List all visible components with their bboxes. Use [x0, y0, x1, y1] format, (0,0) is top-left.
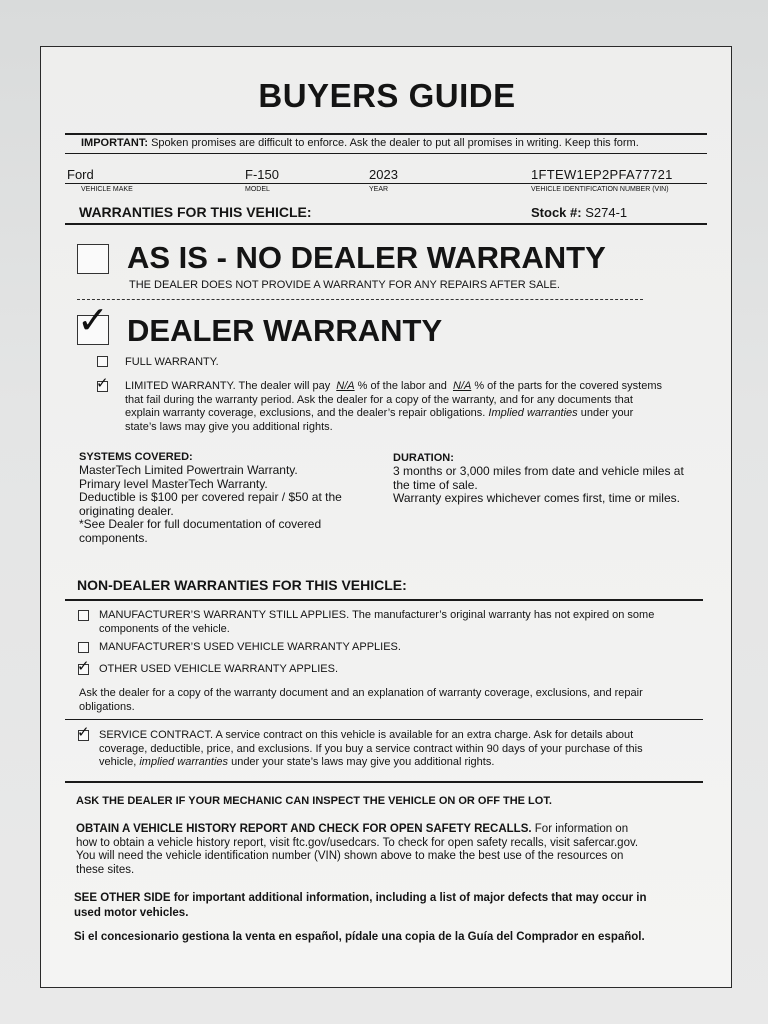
as-is-title: AS IS - NO DEALER WARRANTY [127, 240, 606, 275]
checkmark-icon: ✓ [77, 298, 109, 342]
history-lead: OBTAIN A VEHICLE HISTORY REPORT AND CHECK FOR OPEN SAFETY RECALLS. [76, 823, 532, 835]
limited-text-3: % of the parts for the covered systems [474, 380, 663, 392]
systems-covered-heading: SYSTEMS COVERED: [79, 451, 193, 463]
other-side-notice [74, 891, 647, 921]
limited-text-2: % of the labor and [357, 380, 447, 392]
important-notice [81, 137, 639, 151]
full-warranty-label: FULL WARRANTY. [125, 356, 219, 368]
labor-percent: N/A [336, 380, 355, 392]
systems-line: Primary level MasterTech Warranty. [79, 476, 268, 491]
buyers-guide-form [40, 46, 732, 988]
limited-text-1: The dealer will pay [238, 380, 331, 392]
non-dealer-rule [65, 599, 703, 601]
important-rule [65, 153, 707, 154]
as-is-subtitle: THE DEALER DOES NOT PROVIDE A WARRANTY FOR ANY REPAIRS AFTER SALE. [129, 279, 560, 291]
other-used-warranty-label: OTHER USED VEHICLE WARRANTY APPLIES. [99, 663, 339, 675]
checkmark-icon: ✓ [96, 374, 109, 392]
vehicle-year-label: YEAR [369, 186, 389, 193]
manufacturer-warranty-checkbox[interactable] [78, 610, 89, 621]
vehicle-vin-value: 1FTEW1EP2PFA77721 [531, 167, 673, 182]
implied-warranties-term: implied warranties [139, 756, 229, 768]
manufacturer-warranty-lead: MANUFACTURER’S WARRANTY STILL APPLIES. [99, 609, 350, 621]
parts-percent: N/A [452, 380, 472, 392]
implied-warranties-term: Implied warranties [488, 407, 578, 419]
non-dealer-note-line1: Ask the dealer for a copy of the warranty document and an explanation of warranty coverage, exclusions, and repair [79, 687, 643, 699]
dealer-warranty-title: DEALER WARRANTY [127, 313, 443, 348]
manufacturer-warranty-text [99, 609, 654, 636]
form-title: BUYERS GUIDE [258, 77, 516, 114]
vehicle-vin-label: VEHICLE IDENTIFICATION NUMBER (VIN) [531, 186, 669, 193]
service-contract-bottom-rule [65, 781, 703, 783]
service-contract-line2: coverage, deductible, price, and exclusions. If you buy a service contract within 90 days of your purchase of this [99, 742, 643, 755]
service-contract-top-rule [65, 719, 703, 720]
non-dealer-note-line2: obligations. [79, 700, 135, 713]
duration-line: the time of sale. [393, 477, 478, 492]
service-contract-lead: SERVICE CONTRACT. [99, 729, 214, 741]
vehicle-make-label: VEHICLE MAKE [81, 186, 133, 193]
duration-line: Warranty expires whichever comes first, time or miles. [393, 491, 680, 505]
systems-line: *See Dealer for full documentation of covered [79, 517, 322, 531]
history-line1b: For information on [534, 823, 629, 835]
stock-value: S274-1 [585, 205, 628, 220]
important-label: IMPORTANT: [81, 137, 149, 149]
warranties-rule [65, 223, 707, 225]
title-rule [65, 133, 707, 135]
service-contract-line3c: under your state’s laws may give you additional rights. [231, 756, 495, 768]
stock-number [531, 205, 627, 220]
as-is-checkbox[interactable] [77, 244, 109, 274]
mechanic-notice: ASK THE DEALER IF YOUR MECHANIC CAN INSPECT THE VEHICLE ON OR OFF THE LOT. [76, 795, 552, 807]
history-line2: how to obtain a vehicle history report, visit ftc.gov/usedcars. To check for open safety recalls, visit safercar.gov. [76, 836, 639, 849]
systems-line: Deductible is $100 per covered repair / $50 at the [79, 490, 342, 504]
important-text: Spoken promises are difficult to enforce. Ask the dealer to put all promises in writing. Keep this form. [151, 137, 639, 149]
vehicle-make-value: Ford [67, 167, 94, 182]
limited-warranty-text [125, 380, 705, 434]
vehicle-year-value: 2023 [369, 167, 398, 182]
service-contract-line1: A service contract on this vehicle is available for an extra charge. Ask for details about [215, 729, 634, 741]
service-contract-text [99, 729, 643, 770]
history-line3: You will need the vehicle identification number (VIN) shown above to make the best use of the resources on [76, 850, 624, 862]
vehicle-model-value: F-150 [245, 167, 279, 182]
non-dealer-heading: NON-DEALER WARRANTIES FOR THIS VEHICLE: [77, 577, 407, 593]
service-contract-line3a: vehicle, [99, 756, 137, 768]
checkmark-icon: ✓ [77, 723, 90, 741]
systems-line: MasterTech Limited Powertrain Warranty. [79, 463, 298, 477]
manufacturer-used-warranty-checkbox[interactable] [78, 642, 89, 653]
duration-heading: DURATION: [393, 452, 454, 464]
systems-line: components. [79, 530, 148, 545]
manufacturer-warranty-desc: The manufacturer’s original warranty has not expired on some [352, 609, 655, 621]
vehicle-info-rule [65, 183, 707, 184]
warranties-heading: WARRANTIES FOR THIS VEHICLE: [79, 204, 312, 220]
checkmark-icon: ✓ [77, 657, 90, 675]
vehicle-model-label: MODEL [245, 186, 270, 193]
limited-text-line3c: under your [580, 407, 634, 419]
full-warranty-checkbox[interactable] [97, 356, 108, 367]
duration-line: 3 months or 3,000 miles from date and vehicle miles at [393, 464, 684, 478]
non-dealer-note [79, 687, 643, 714]
systems-line: originating dealer. [79, 503, 174, 518]
limited-text-line3a: explain warranty coverage, exclusions, and the dealer’s repair obligations. [125, 407, 486, 419]
stock-label: Stock #: [531, 205, 582, 220]
other-side-text1: for important additional information, including a list of major defects that may occur in [173, 892, 647, 904]
limited-text-line2: that fail during the warranty period. Ask the dealer for a copy of the warranty, and for any documents that [125, 393, 633, 406]
other-side-text2: used motor vehicles. [74, 907, 189, 919]
other-side-lead: SEE OTHER SIDE [74, 892, 171, 904]
systems-covered [79, 451, 379, 545]
spanish-notice: Si el concesionario gestiona la venta en español, pídale una copia de la Guía del Comprador en español. [74, 931, 645, 943]
history-line4: these sites. [76, 863, 135, 876]
section-divider-dashed [77, 299, 643, 300]
manufacturer-warranty-desc-2: components of the vehicle. [99, 622, 230, 635]
history-report-notice [76, 823, 638, 877]
manufacturer-used-warranty-label: MANUFACTURER’S USED VEHICLE WARRANTY APPLIES. [99, 641, 401, 653]
limited-warranty-lead: LIMITED WARRANTY. [125, 380, 236, 392]
duration [393, 452, 713, 506]
limited-text-line4: state’s laws may give you additional rights. [125, 420, 333, 433]
